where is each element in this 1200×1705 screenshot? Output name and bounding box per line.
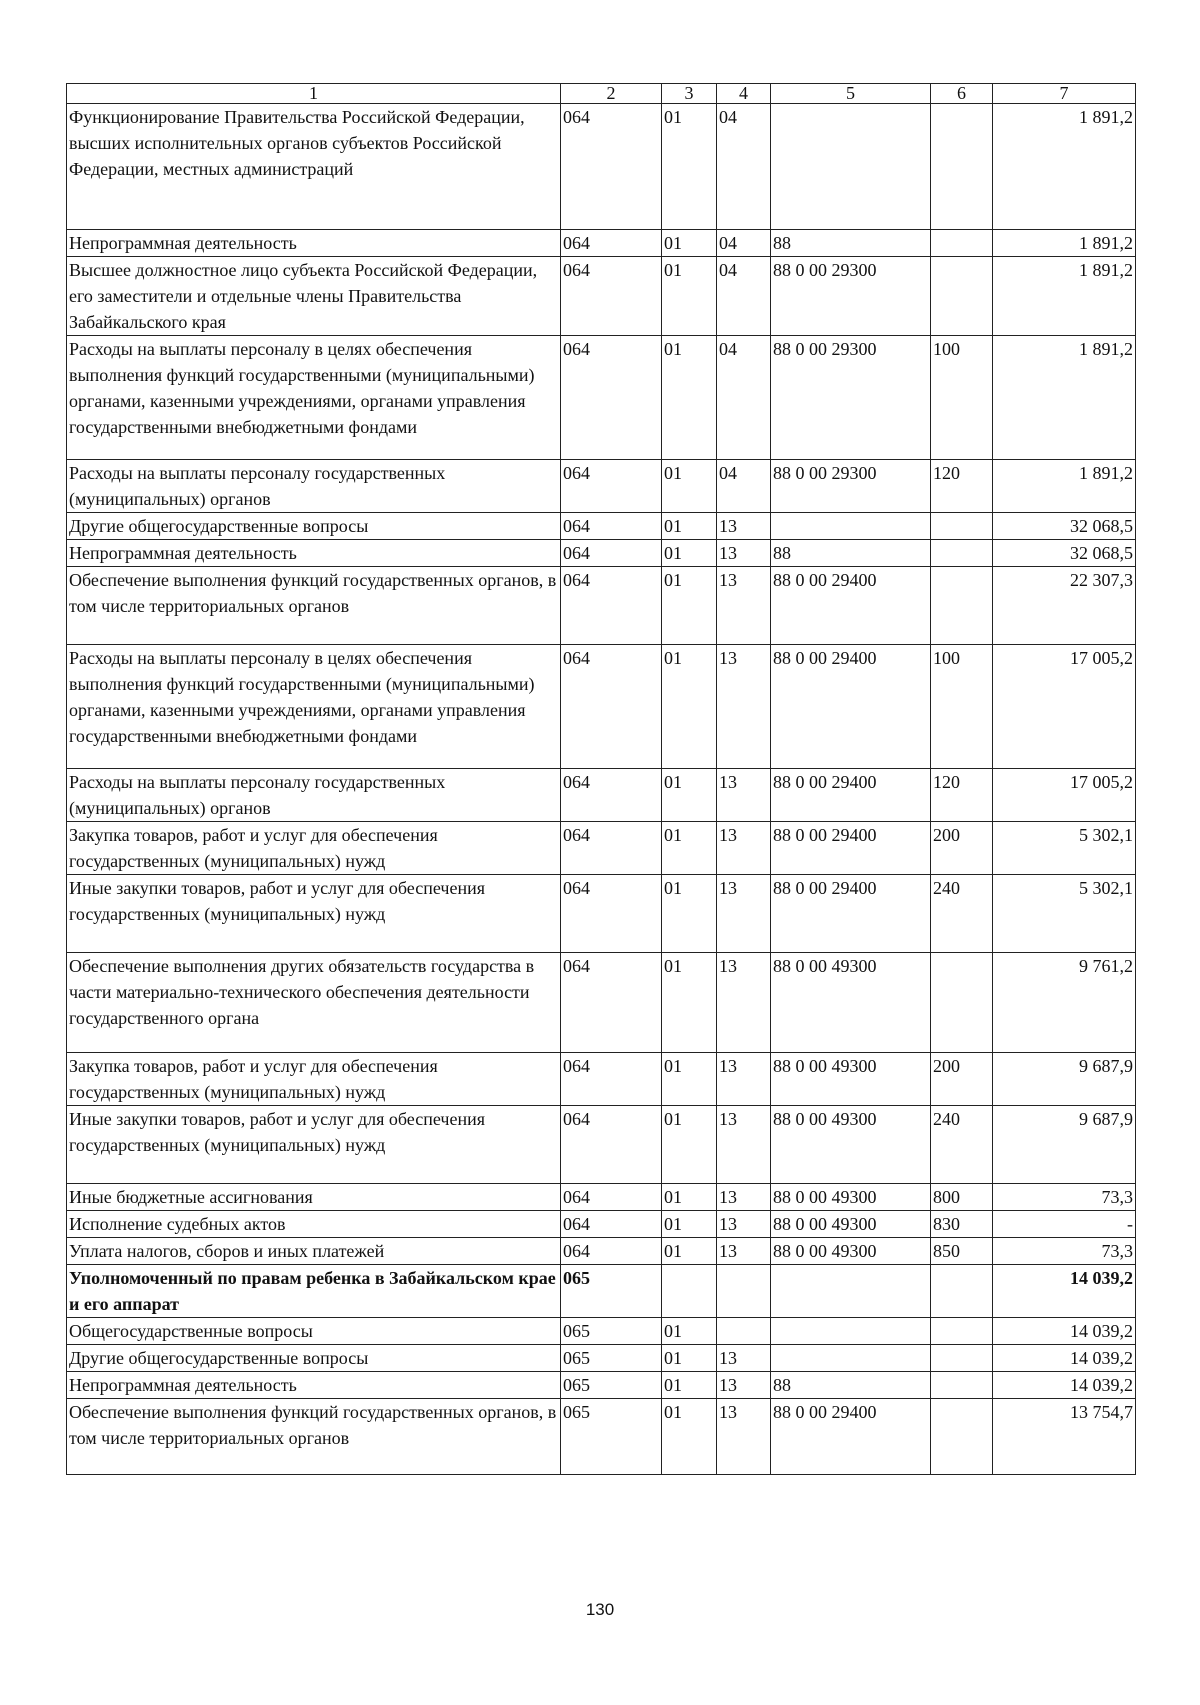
row-code-cell: 064	[561, 769, 662, 822]
row-amount-cell: 9 761,2	[993, 953, 1136, 1053]
row-target-article-cell: 88 0 00 49300	[771, 1184, 931, 1211]
row-subsection-cell: 13	[717, 1211, 771, 1238]
row-subsection-cell: 13	[717, 645, 771, 769]
row-expense-type-cell	[931, 257, 993, 336]
row-amount-cell: 17 005,2	[993, 645, 1136, 769]
row-amount-cell: 1 891,2	[993, 257, 1136, 336]
table-row	[67, 1318, 1136, 1345]
row-name-cell: Закупка товаров, работ и услуг для обеспечения государственных (муниципальных) нужд	[67, 822, 561, 875]
row-expense-type-cell	[931, 1265, 993, 1318]
table-row	[67, 645, 1136, 769]
row-name-cell: Уполномоченный по правам ребенка в Забайкальском крае и его аппарат	[67, 1265, 561, 1318]
row-expense-type-cell: 200	[931, 1053, 993, 1106]
row-name-cell: Уплата налогов, сборов и иных платежей	[67, 1238, 561, 1265]
header-cell-7: 7	[993, 84, 1136, 104]
row-name-cell: Исполнение судебных актов	[67, 1211, 561, 1238]
table-row	[67, 1372, 1136, 1399]
row-amount-cell: 13 754,7	[993, 1399, 1136, 1475]
table-row	[67, 336, 1136, 460]
header-cell-5: 5	[771, 84, 931, 104]
row-expense-type-cell	[931, 1399, 993, 1475]
row-code-cell: 064	[561, 540, 662, 567]
row-amount-cell: 14 039,2	[993, 1265, 1136, 1318]
row-expense-type-cell	[931, 104, 993, 230]
row-expense-type-cell	[931, 1345, 993, 1372]
table-row	[67, 540, 1136, 567]
row-section-cell: 01	[662, 822, 717, 875]
row-section-cell: 01	[662, 257, 717, 336]
row-subsection-cell: 04	[717, 104, 771, 230]
row-target-article-cell: 88 0 00 29400	[771, 567, 931, 645]
row-target-article-cell	[771, 1318, 931, 1345]
row-amount-cell: 1 891,2	[993, 460, 1136, 513]
row-section-cell: 01	[662, 1211, 717, 1238]
budget-table	[66, 83, 1136, 1475]
row-code-cell: 064	[561, 1211, 662, 1238]
row-expense-type-cell	[931, 1372, 993, 1399]
row-expense-type-cell: 850	[931, 1238, 993, 1265]
row-section-cell: 01	[662, 1345, 717, 1372]
row-code-cell: 065	[561, 1265, 662, 1318]
header-cell-4: 4	[717, 84, 771, 104]
header-cell-1: 1	[67, 84, 561, 104]
row-code-cell: 064	[561, 953, 662, 1053]
row-subsection-cell	[717, 1265, 771, 1318]
row-target-article-cell: 88	[771, 230, 931, 257]
header-cell-3: 3	[662, 84, 717, 104]
row-name-cell: Обеспечение выполнения функций государственных органов, в том числе территориальных органов	[67, 567, 561, 645]
row-amount-cell: 73,3	[993, 1184, 1136, 1211]
row-code-cell: 064	[561, 875, 662, 953]
row-section-cell: 01	[662, 1106, 717, 1184]
row-subsection-cell: 04	[717, 460, 771, 513]
row-expense-type-cell: 240	[931, 1106, 993, 1184]
row-name-cell: Обеспечение выполнения других обязательств государства в части материально-технического обеспечения деятельности государственного органа	[67, 953, 561, 1053]
row-target-article-cell: 88	[771, 1372, 931, 1399]
row-section-cell: 01	[662, 104, 717, 230]
row-expense-type-cell: 200	[931, 822, 993, 875]
row-amount-cell: 5 302,1	[993, 822, 1136, 875]
row-section-cell: 01	[662, 230, 717, 257]
row-expense-type-cell	[931, 953, 993, 1053]
row-amount-cell: 32 068,5	[993, 540, 1136, 567]
row-amount-cell: 1 891,2	[993, 104, 1136, 230]
row-target-article-cell: 88	[771, 540, 931, 567]
row-subsection-cell: 04	[717, 257, 771, 336]
row-expense-type-cell	[931, 540, 993, 567]
row-target-article-cell: 88 0 00 49300	[771, 953, 931, 1053]
row-amount-cell: 14 039,2	[993, 1345, 1136, 1372]
row-amount-cell: 17 005,2	[993, 769, 1136, 822]
row-name-cell: Расходы на выплаты персоналу государственных (муниципальных) органов	[67, 769, 561, 822]
row-code-cell: 065	[561, 1372, 662, 1399]
row-section-cell: 01	[662, 1053, 717, 1106]
row-subsection-cell: 13	[717, 769, 771, 822]
row-section-cell: 01	[662, 1318, 717, 1345]
row-subsection-cell: 13	[717, 1399, 771, 1475]
row-name-cell: Закупка товаров, работ и услуг для обеспечения государственных (муниципальных) нужд	[67, 1053, 561, 1106]
row-section-cell: 01	[662, 567, 717, 645]
row-target-article-cell: 88 0 00 49300	[771, 1238, 931, 1265]
row-name-cell: Расходы на выплаты персоналу в целях обеспечения выполнения функций государственными (муниципальными) органами, казенными учреждениями, органами управления государственными внебюджетными фондами	[67, 336, 561, 460]
row-expense-type-cell: 800	[931, 1184, 993, 1211]
row-expense-type-cell	[931, 567, 993, 645]
table-row	[67, 822, 1136, 875]
row-code-cell: 064	[561, 336, 662, 460]
row-amount-cell: 1 891,2	[993, 336, 1136, 460]
table-row	[67, 567, 1136, 645]
table-row	[67, 1399, 1136, 1475]
row-target-article-cell	[771, 1345, 931, 1372]
row-amount-cell: 14 039,2	[993, 1318, 1136, 1345]
row-name-cell: Функционирование Правительства Российской Федерации, высших исполнительных органов субъектов Российской Федерации, местных администраций	[67, 104, 561, 230]
row-section-cell: 01	[662, 645, 717, 769]
row-target-article-cell: 88 0 00 29300	[771, 336, 931, 460]
row-subsection-cell: 13	[717, 953, 771, 1053]
row-name-cell: Общегосударственные вопросы	[67, 1318, 561, 1345]
row-target-article-cell: 88 0 00 49300	[771, 1106, 931, 1184]
row-name-cell: Непрограммная деятельность	[67, 1372, 561, 1399]
row-name-cell: Иные бюджетные ассигнования	[67, 1184, 561, 1211]
row-name-cell: Расходы на выплаты персоналу государственных (муниципальных) органов	[67, 460, 561, 513]
row-name-cell: Непрограммная деятельность	[67, 230, 561, 257]
row-amount-cell: 5 302,1	[993, 875, 1136, 953]
row-section-cell: 01	[662, 953, 717, 1053]
row-target-article-cell	[771, 1265, 931, 1318]
row-target-article-cell: 88 0 00 29300	[771, 460, 931, 513]
row-subsection-cell: 13	[717, 567, 771, 645]
row-amount-cell: 22 307,3	[993, 567, 1136, 645]
table-row	[67, 1345, 1136, 1372]
table-row	[67, 460, 1136, 513]
row-code-cell: 064	[561, 104, 662, 230]
table-row	[67, 513, 1136, 540]
row-amount-cell: 73,3	[993, 1238, 1136, 1265]
row-subsection-cell: 13	[717, 540, 771, 567]
row-code-cell: 064	[561, 1238, 662, 1265]
row-subsection-cell: 13	[717, 1372, 771, 1399]
row-code-cell: 064	[561, 1053, 662, 1106]
row-code-cell: 064	[561, 1184, 662, 1211]
row-section-cell: 01	[662, 1238, 717, 1265]
row-section-cell: 01	[662, 1372, 717, 1399]
row-target-article-cell: 88 0 00 49300	[771, 1053, 931, 1106]
row-name-cell: Иные закупки товаров, работ и услуг для обеспечения государственных (муниципальных) нужд	[67, 875, 561, 953]
row-section-cell: 01	[662, 769, 717, 822]
table-row	[67, 230, 1136, 257]
row-name-cell: Иные закупки товаров, работ и услуг для обеспечения государственных (муниципальных) нужд	[67, 1106, 561, 1184]
row-section-cell: 01	[662, 1184, 717, 1211]
row-code-cell: 064	[561, 822, 662, 875]
row-code-cell: 064	[561, 513, 662, 540]
row-section-cell: 01	[662, 460, 717, 513]
row-subsection-cell: 13	[717, 875, 771, 953]
row-target-article-cell: 88 0 00 29400	[771, 822, 931, 875]
row-expense-type-cell: 100	[931, 645, 993, 769]
row-subsection-cell: 13	[717, 1345, 771, 1372]
row-section-cell	[662, 1265, 717, 1318]
row-code-cell: 064	[561, 645, 662, 769]
table-row	[67, 257, 1136, 336]
row-target-article-cell: 88 0 00 29400	[771, 875, 931, 953]
table-row	[67, 953, 1136, 1053]
row-code-cell: 065	[561, 1345, 662, 1372]
row-section-cell: 01	[662, 513, 717, 540]
row-code-cell: 064	[561, 1106, 662, 1184]
row-section-cell: 01	[662, 875, 717, 953]
row-name-cell: Другие общегосударственные вопросы	[67, 1345, 561, 1372]
row-code-cell: 065	[561, 1399, 662, 1475]
row-expense-type-cell: 100	[931, 336, 993, 460]
row-code-cell: 064	[561, 230, 662, 257]
page-number: 130	[585, 1600, 615, 1619]
row-section-cell: 01	[662, 1399, 717, 1475]
row-amount-cell: -	[993, 1211, 1136, 1238]
row-subsection-cell: 04	[717, 336, 771, 460]
row-expense-type-cell	[931, 513, 993, 540]
row-subsection-cell: 13	[717, 1238, 771, 1265]
row-subsection-cell: 04	[717, 230, 771, 257]
table-row	[67, 1211, 1136, 1238]
header-cell-6: 6	[931, 84, 993, 104]
row-code-cell: 065	[561, 1318, 662, 1345]
row-code-cell: 064	[561, 567, 662, 645]
row-target-article-cell	[771, 513, 931, 540]
table-row	[67, 1053, 1136, 1106]
row-subsection-cell: 13	[717, 1106, 771, 1184]
row-expense-type-cell: 830	[931, 1211, 993, 1238]
row-expense-type-cell	[931, 230, 993, 257]
row-target-article-cell: 88 0 00 29400	[771, 1399, 931, 1475]
row-name-cell: Обеспечение выполнения функций государственных органов, в том числе территориальных органов	[67, 1399, 561, 1475]
row-amount-cell: 32 068,5	[993, 513, 1136, 540]
table-row	[67, 1184, 1136, 1211]
row-code-cell: 064	[561, 460, 662, 513]
header-row	[67, 84, 1136, 104]
row-section-cell: 01	[662, 540, 717, 567]
row-target-article-cell	[771, 104, 931, 230]
table-body	[67, 84, 1136, 1475]
row-expense-type-cell: 120	[931, 460, 993, 513]
table-row	[67, 104, 1136, 230]
row-code-cell: 064	[561, 257, 662, 336]
row-amount-cell: 1 891,2	[993, 230, 1136, 257]
row-subsection-cell: 13	[717, 1184, 771, 1211]
row-target-article-cell: 88 0 00 49300	[771, 1211, 931, 1238]
table-row	[67, 769, 1136, 822]
row-subsection-cell: 13	[717, 822, 771, 875]
row-amount-cell: 14 039,2	[993, 1372, 1136, 1399]
table-row	[67, 1265, 1136, 1318]
row-subsection-cell	[717, 1318, 771, 1345]
table-row	[67, 875, 1136, 953]
row-expense-type-cell	[931, 1318, 993, 1345]
table-row	[67, 1106, 1136, 1184]
row-subsection-cell: 13	[717, 513, 771, 540]
table-row	[67, 1238, 1136, 1265]
row-amount-cell: 9 687,9	[993, 1053, 1136, 1106]
row-subsection-cell: 13	[717, 1053, 771, 1106]
row-name-cell: Другие общегосударственные вопросы	[67, 513, 561, 540]
row-amount-cell: 9 687,9	[993, 1106, 1136, 1184]
row-name-cell: Расходы на выплаты персоналу в целях обеспечения выполнения функций государственными (муниципальными) органами, казенными учреждениями, органами управления государственными внебюджетными фондами	[67, 645, 561, 769]
header-cell-2: 2	[561, 84, 662, 104]
row-target-article-cell: 88 0 00 29400	[771, 769, 931, 822]
row-target-article-cell: 88 0 00 29300	[771, 257, 931, 336]
row-expense-type-cell: 240	[931, 875, 993, 953]
row-name-cell: Высшее должностное лицо субъекта Российской Федерации, его заместители и отдельные члены Правительства Забайкальского края	[67, 257, 561, 336]
row-name-cell: Непрограммная деятельность	[67, 540, 561, 567]
row-section-cell: 01	[662, 336, 717, 460]
row-target-article-cell: 88 0 00 29400	[771, 645, 931, 769]
row-expense-type-cell: 120	[931, 769, 993, 822]
